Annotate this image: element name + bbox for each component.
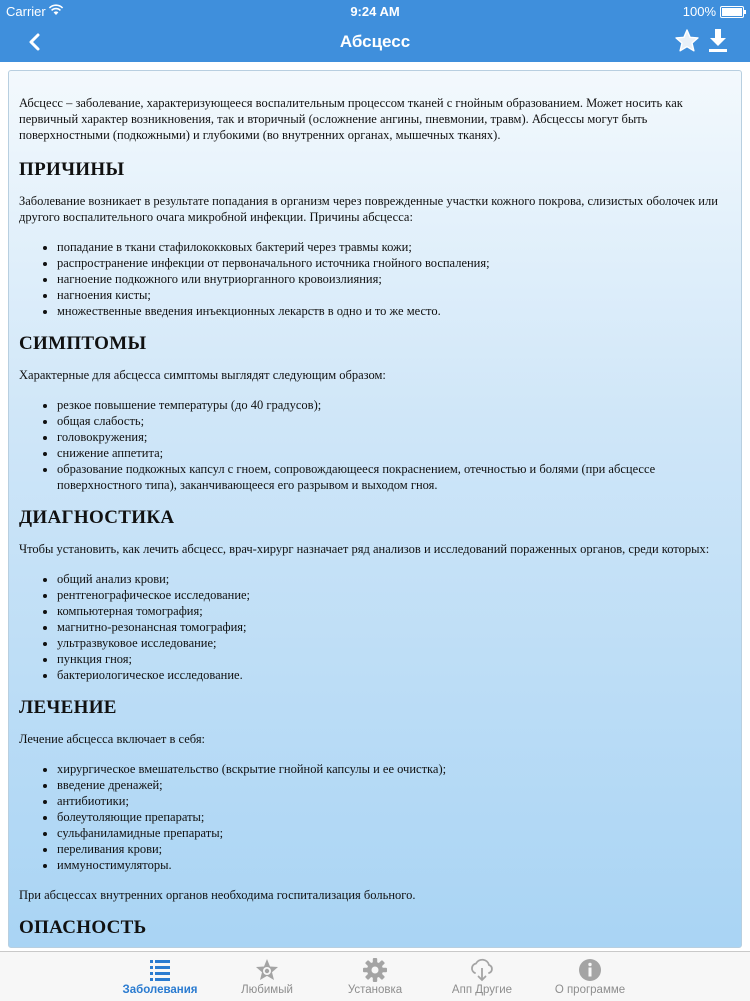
status-time: 9:24 AM [350,4,400,19]
tab-about[interactable] [535,952,645,1001]
list-item: • введение дренажей; [57,777,731,793]
gear-icon [360,957,390,983]
tab-bar [0,951,750,1001]
list-item: • нагноения кисты; [57,287,731,303]
list-icon [145,957,175,983]
tab-favorites[interactable] [212,952,322,1001]
bullet-list [19,239,731,319]
list-item: • антибиотики; [57,793,731,809]
list-item: • бактериологическое исследование. [57,667,731,683]
download-icon[interactable] [706,27,730,55]
carrier-label: Carrier [6,4,46,19]
tab-label: Апп Другие [451,984,513,996]
list-item: • переливания крови; [57,841,731,857]
tab-label: Установка [347,984,403,996]
list-item: • иммуностимуляторы. [57,857,731,873]
list-item: • рентгенографическое исследование; [57,587,731,603]
cloud-download-icon [467,957,497,983]
list-item: • попадание в ткани стафилококковых бактерий через травмы кожи; [57,239,731,255]
list-item: • распространение инфекции от первоначального источника гнойного воспаления; [57,255,731,271]
info-icon [575,957,605,983]
list-item: • ультразвуковое исследование; [57,635,731,651]
battery-icon [720,6,744,18]
section-lead: Заболевание возникает в результате попадания в организм через поврежденные участки кожного покрова, слизистых оболочек или другого воспалительного очага микробной инфекции. Причины абсцесса: [19,194,718,224]
tab-label: О программе [554,984,626,996]
section-heading: ПРИЧИНЫ [19,159,125,180]
list-item: • образование подкожных капсул с гноем, сопровождающееся покраснением, отечностью и болями (при абсцессе поверхностного типа), заканчивающееся его разрывом и выходом гноя. [57,461,731,493]
bullet-list [19,571,731,683]
section-heading: ОПАСНОСТЬ [19,917,147,938]
list-item: • резкое повышение температуры (до 40 градусов); [57,397,731,413]
list-item: • общая слабость; [57,413,731,429]
section-lead: Лечение абсцесса включает в себя: [19,732,206,746]
section-danger [19,917,731,939]
list-item: • множественные введения инъекционных лекарств в одно и то же место. [57,303,731,319]
list-item: • сульфаниламидные препараты; [57,825,731,841]
tab-other-apps[interactable] [427,952,537,1001]
section-symptoms [19,333,731,493]
favorite-star-icon[interactable] [674,28,700,54]
section-causes [19,159,731,319]
section-note: При абсцессах внутренних органов необходима госпитализация больного. [19,888,416,902]
bullet-list [19,397,731,493]
section-lead: Чтобы установить, как лечить абсцесс, врач-хирург назначает ряд анализов и исследований пораженных органов, среди которых: [19,542,710,556]
tab-diseases[interactable] [105,952,215,1001]
list-item: • общий анализ крови; [57,571,731,587]
section-lead: Характерные для абсцесса симптомы выглядят следующим образом: [19,368,386,382]
article-content[interactable] [8,70,742,948]
page-title: Абсцесс [339,32,411,51]
list-item: • компьютерная томография; [57,603,731,619]
navigation-bar [0,22,750,62]
tab-settings[interactable] [320,952,430,1001]
tab-label: Заболевания [122,984,198,996]
section-heading: ДИАГНОСТИКА [19,507,175,528]
list-item: • магнитно-резонансная томография; [57,619,731,635]
section-diagnostics [19,507,731,683]
section-heading: СИМПТОМЫ [19,333,147,354]
tab-label: Любимый [241,984,293,996]
list-item: • головокружения; [57,429,731,445]
section-treatment [19,697,731,903]
status-bar [0,0,750,22]
battery-percent: 100% [682,4,716,19]
favorites-star-icon [252,957,282,983]
intro-paragraph: Абсцесс – заболевание, характеризующееся воспалительным процессом тканей с гнойным образованием. Может носить как первичный характер возникновения, так и вторичный (осложнение ангины, пневмонии, травм). Абсцессы могут быть поверхностными (подкожными) и глубокими (во внутренних органах, мышечных тканях). [19,96,683,142]
list-item: • нагноение подкожного или внутриорганного кровоизлияния; [57,271,731,287]
list-item: • хирургическое вмешательство (вскрытие гнойной капсулы и ее очистка); [57,761,731,777]
section-heading: ЛЕЧЕНИЕ [19,697,117,718]
list-item: • снижение аппетита; [57,445,731,461]
list-item: • пункция гноя; [57,651,731,667]
list-item: • болеутоляющие препараты; [57,809,731,825]
bullet-list [19,761,731,873]
